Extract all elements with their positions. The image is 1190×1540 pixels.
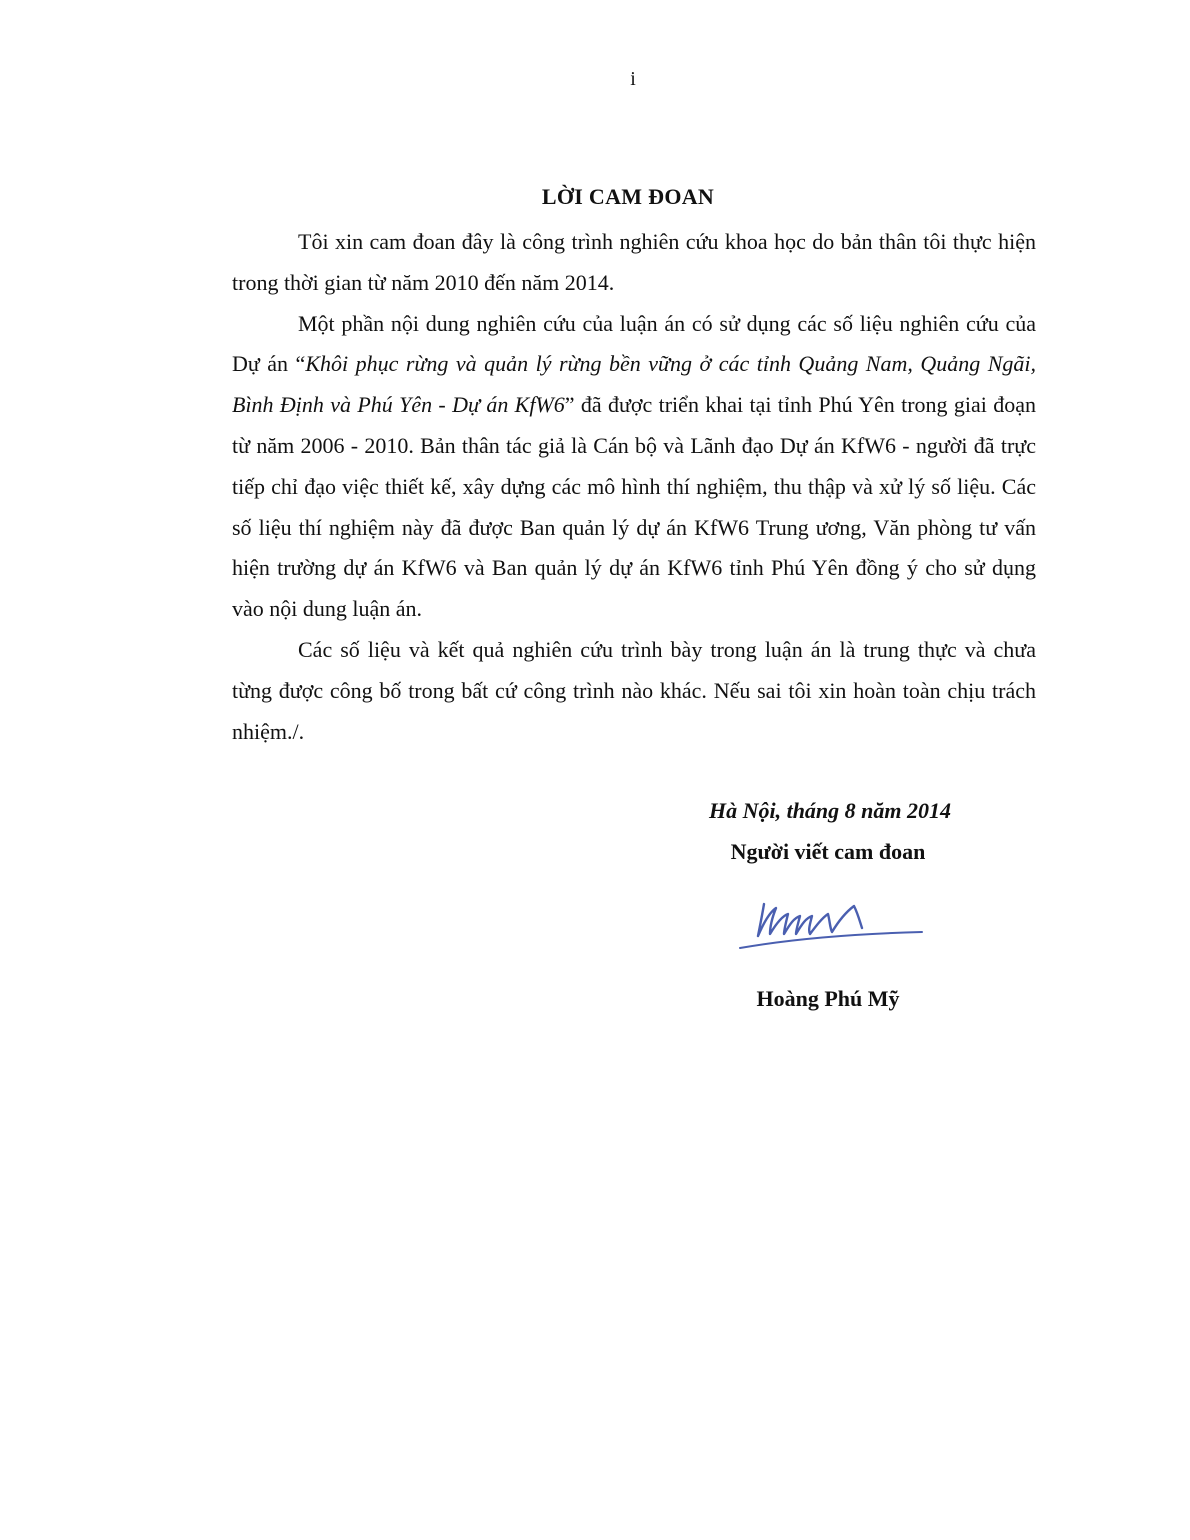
signature-stroke [758, 904, 862, 936]
signer-name: Hoàng Phú Mỹ [756, 986, 900, 1011]
paragraph-2 [232, 304, 1036, 630]
paragraph-1: Tôi xin cam đoan đây là công trình nghiên cứu khoa học do bản thân tôi thực hiện trong thời gian từ năm 2010 đến năm 2014. [232, 229, 1036, 295]
declaration-body [232, 222, 1036, 752]
paragraph-2-rest: ” đã được triển khai tại tỉnh Phú Yên trong giai đoạn từ năm 2006 - 2010. Bản thân tác giả là Cán bộ và Lãnh đạo Dự án KfW6 - người đã trực tiếp chỉ đạo việc thiết kế, xây dựng các mô hình thí nghiệm, thu thập và xử lý số liệu. Các số liệu thí nghiệm này đã được Ban quản lý dự án KfW6 Trung ương, Văn phòng tư vấn hiện trường dự án KfW6 và Ban quản lý dự án KfW6 tỉnh Phú Yên đồng ý cho sử dụng vào nội dung luận án. [232, 392, 1036, 622]
document-title: LỜI CAM ĐOAN [541, 184, 715, 209]
place-date: Hà Nội, tháng 8 năm 2014 [708, 798, 952, 823]
paragraph-3: Các số liệu và kết quả nghiên cứu trình bày trong luận án là trung thực và chưa từng được công bố trong bất cứ công trình nào khác. Nếu sai tôi xin hoàn toàn chịu trách nhiệm./. [232, 636, 1036, 744]
paragraph-2-intro: Một phần nội dung nghiên cứu của luận án có sử dụng các số liệu nghiên cứu của Dự án “ [232, 310, 1036, 377]
page-number: i [630, 68, 636, 90]
signer-role: Người viết cam đoan [730, 839, 926, 864]
handwritten-signature [736, 892, 928, 954]
signature-underline [740, 932, 922, 948]
project-name: Khôi phục rừng và quản lý rừng bền vững ở các tỉnh Quảng Nam, Quảng Ngãi, Bình Định và Phú Yên - Dự án KfW6 [232, 351, 1036, 418]
